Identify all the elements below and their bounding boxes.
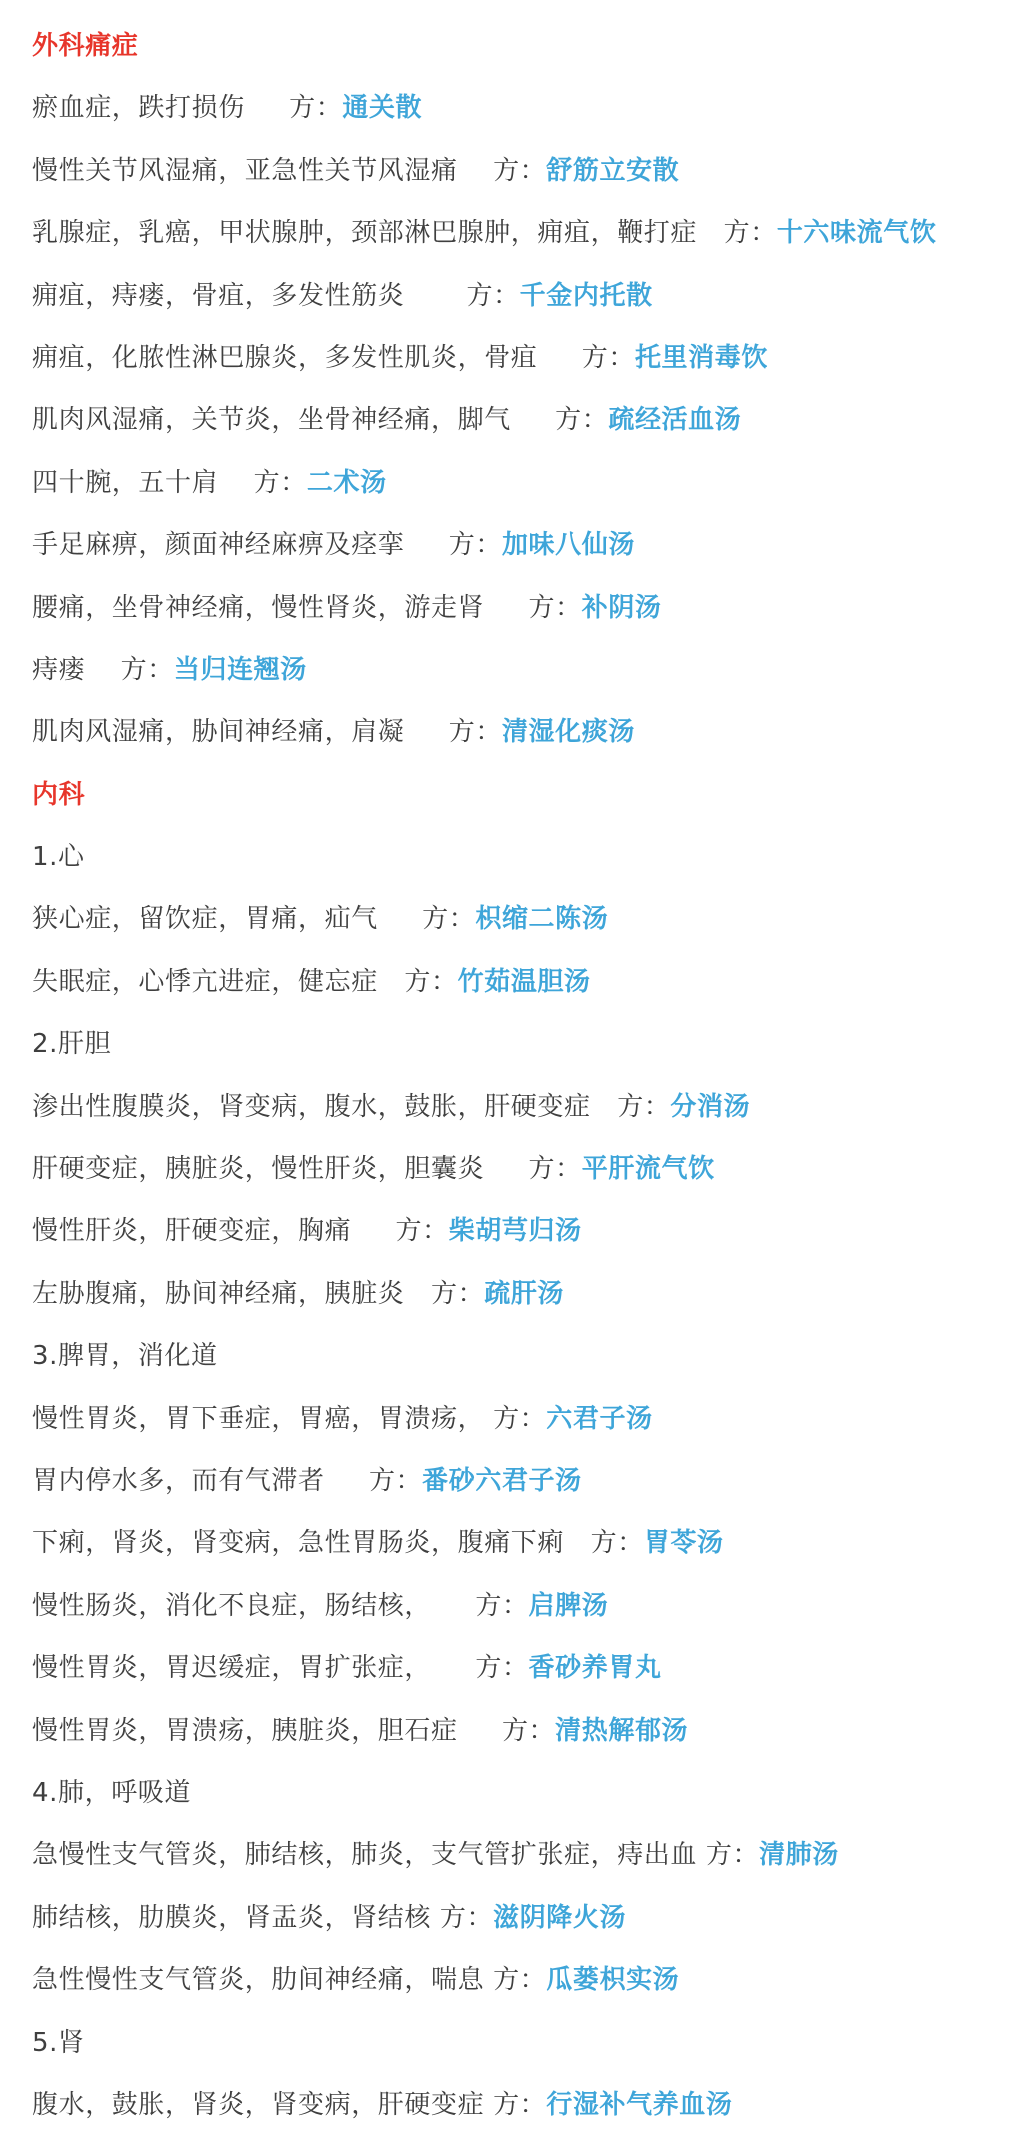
- list-item: [32, 1960, 1024, 2022]
- symptoms-text: 渗出性腹膜炎，肾变病，腹水，鼓胀，肝硬变症: [32, 1091, 591, 1122]
- remedy-link[interactable]: 启脾汤: [528, 1590, 609, 1621]
- list-item: [32, 213, 1024, 275]
- symptoms-text: 慢性肠炎，消化不良症，肠结核，: [32, 1590, 432, 1621]
- spacer: [458, 1716, 502, 1746]
- subsection-heading-liver-gallbladder: 2.肝胆: [32, 1029, 112, 1060]
- remedy-prefix: 方：: [253, 467, 307, 498]
- remedy-link[interactable]: 行湿补气养血汤: [546, 2089, 733, 2120]
- symptoms-text: 肌肉风湿痛，胁间神经痛，肩凝: [32, 717, 405, 748]
- symptoms-text: 慢性胃炎，胃迟缓症，胃扩张症，: [32, 1653, 432, 1684]
- remedy-link[interactable]: 通关散: [342, 93, 423, 124]
- symptoms-text: 腹水，鼓胀，肾炎，肾变病，肝硬变症: [32, 2089, 485, 2120]
- remedy-link[interactable]: 柴胡芎归汤: [448, 1216, 582, 1247]
- remedy-prefix: 方：: [501, 1715, 556, 1746]
- list-item: [32, 525, 1024, 587]
- spacer: [245, 93, 289, 123]
- spacer: [484, 1154, 528, 1184]
- remedy-prefix: 方：: [617, 1091, 671, 1122]
- symptoms-text: 慢性关节风湿痛，亚急性关节风湿痛: [32, 155, 458, 186]
- subsection-heading-heart: 1.心: [32, 842, 85, 873]
- list-item: [32, 1523, 1024, 1585]
- remedy-prefix: 方：: [723, 218, 777, 249]
- remedy-prefix: 方：: [581, 342, 635, 373]
- list-item: [32, 276, 1024, 338]
- subsection-heading-spleen-stomach: 3.脾胃，消化道: [32, 1341, 218, 1372]
- remedy-link[interactable]: 平肝流气饮: [581, 1154, 715, 1185]
- spacer: [378, 967, 405, 997]
- symptoms-text: 痔瘘: [32, 654, 86, 685]
- list-item: [32, 338, 1024, 400]
- remedy-link[interactable]: 分消汤: [670, 1091, 751, 1122]
- remedy-link[interactable]: 香砂养胃丸: [528, 1653, 662, 1684]
- remedy-link[interactable]: 二术汤: [306, 467, 387, 498]
- remedy-prefix: 方：: [368, 1465, 423, 1496]
- list-item: [32, 588, 1024, 650]
- remedy-link[interactable]: 千金内托散: [519, 280, 653, 311]
- remedy-link[interactable]: 当归连翘汤: [173, 654, 307, 685]
- list-item: [32, 463, 1024, 525]
- symptoms-text: 手足麻痹，颜面神经麻痹及痉挛: [32, 530, 405, 561]
- remedy-prefix: 方：: [448, 717, 502, 748]
- list-item: [32, 88, 1024, 150]
- spacer: [511, 405, 555, 435]
- spacer: [378, 904, 422, 934]
- list-item: [32, 1149, 1024, 1211]
- remedy-link[interactable]: 六君子汤: [546, 1403, 653, 1434]
- subsection-heading-kidney: 5.肾: [32, 2027, 85, 2058]
- spacer: [85, 655, 120, 685]
- remedy-prefix: 方：: [431, 1278, 485, 1309]
- spacer: [697, 218, 724, 248]
- symptoms-text: 腰痛，坐骨神经痛，慢性肾炎，游走肾: [32, 592, 485, 623]
- list-item: [32, 1648, 1024, 1710]
- list-item: [32, 400, 1024, 462]
- remedy-prefix: 方：: [555, 405, 609, 436]
- spacer: [218, 468, 253, 498]
- spacer: [458, 156, 493, 186]
- spacer: [537, 343, 581, 373]
- remedy-link[interactable]: 枳缩二陈汤: [475, 904, 609, 935]
- list-item: [32, 650, 1024, 712]
- remedy-link[interactable]: 加味八仙汤: [501, 530, 635, 561]
- symptoms-text: 痈疽，痔瘘，骨疽，多发性筋炎: [32, 280, 405, 311]
- remedy-prefix: 方：: [493, 1965, 547, 1996]
- list-item: [32, 1274, 1024, 1336]
- symptoms-text: 狭心症，留饮症，胃痛，疝气: [32, 904, 378, 935]
- symptoms-text: 四十腕，五十肩: [32, 467, 219, 498]
- spacer: [431, 1653, 475, 1683]
- spacer: [325, 1466, 369, 1496]
- remedy-prefix: 方：: [493, 1403, 547, 1434]
- remedy-prefix: 方：: [475, 1590, 529, 1621]
- remedy-prefix: 方：: [404, 966, 458, 997]
- list-item: [32, 1898, 1024, 1960]
- list-item: [32, 899, 1024, 961]
- symptoms-text: 急性慢性支气管炎，肋间神经痛，喘息: [32, 1965, 485, 1996]
- remedy-link[interactable]: 疏肝汤: [484, 1278, 565, 1309]
- remedy-prefix: 方：: [475, 1653, 529, 1684]
- section-heading-surgery: 外科痛症: [32, 31, 139, 61]
- remedy-prefix: 方：: [466, 280, 520, 311]
- remedy-link[interactable]: 疏经活血汤: [608, 405, 742, 436]
- symptoms-text: 左胁腹痛，胁间神经痛，胰脏炎: [32, 1278, 405, 1309]
- remedy-prefix: 方：: [395, 1216, 449, 1247]
- remedy-prefix: 方：: [439, 1902, 494, 1933]
- symptoms-text: 肝硬变症，胰脏炎，慢性肝炎，胆囊炎: [32, 1154, 485, 1185]
- symptoms-text: 瘀血症，跌打损伤: [32, 93, 245, 124]
- list-item: [32, 1399, 1024, 1461]
- remedy-link[interactable]: 竹茹温胆汤: [457, 966, 591, 997]
- remedy-prefix: 方：: [528, 1154, 582, 1185]
- document-body: [32, 26, 1024, 2147]
- remedy-prefix: 方：: [493, 155, 547, 186]
- section-heading-internal-medicine: 内科: [32, 779, 86, 810]
- list-item: [32, 2085, 1024, 2147]
- remedy-prefix: 方：: [120, 654, 174, 685]
- subsection-heading-lung-respiratory: 4.肺，呼吸道: [32, 1777, 192, 1808]
- remedy-link[interactable]: 胃苓汤: [643, 1528, 724, 1559]
- symptoms-text: 肺结核，肋膜炎，肾盂炎，肾结核: [32, 1902, 432, 1933]
- remedy-prefix: 方：: [448, 530, 502, 561]
- spacer: [404, 281, 466, 311]
- list-item: [32, 151, 1024, 213]
- spacer: [404, 530, 448, 560]
- list-item: [32, 1711, 1024, 1773]
- symptoms-text: 胃内停水多，而有气滞者: [32, 1465, 325, 1496]
- remedy-prefix: 方：: [289, 93, 343, 124]
- symptoms-text: 痈疽，化脓性淋巴腺炎，多发性肌炎，骨疽: [32, 342, 538, 373]
- symptoms-text: 肌肉风湿痛，关节炎，坐骨神经痛，脚气: [32, 405, 511, 436]
- symptoms-text: 下痢，肾炎，肾变病，急性胃肠炎，腹痛下痢: [32, 1528, 565, 1559]
- remedy-prefix: 方：: [705, 1840, 760, 1871]
- symptoms-text: 急慢性支气管炎，肺结核，肺炎，支气管扩张症，痔出血: [32, 1840, 698, 1871]
- remedy-link[interactable]: 番砂六君子汤: [422, 1465, 582, 1496]
- remedy-link[interactable]: 清湿化痰汤: [501, 717, 635, 748]
- list-item: [32, 1586, 1024, 1648]
- symptoms-text: 失眠症，心悸亢进症，健忘症: [32, 966, 378, 997]
- remedy-link[interactable]: 十六味流气饮: [776, 218, 937, 249]
- list-item: [32, 962, 1024, 1024]
- remedy-link[interactable]: 清肺汤: [759, 1840, 839, 1871]
- spacer: [564, 1528, 591, 1558]
- remedy-prefix: 方：: [422, 904, 476, 935]
- spacer: [697, 1840, 706, 1870]
- remedy-link[interactable]: 瓜蒌枳实汤: [546, 1965, 680, 1996]
- spacer: [484, 2090, 493, 2120]
- spacer: [484, 593, 528, 623]
- list-item: [32, 1835, 1024, 1897]
- symptoms-text: 慢性肝炎，肝硬变症，胸痛: [32, 1216, 352, 1247]
- remedy-prefix: 方：: [493, 2089, 547, 2120]
- remedy-prefix: 方：: [590, 1528, 644, 1559]
- list-item: [32, 1087, 1024, 1149]
- remedy-link[interactable]: 滋阴降火汤: [493, 1902, 627, 1933]
- spacer: [484, 1404, 493, 1434]
- list-item: [32, 712, 1024, 774]
- list-item: [32, 1461, 1024, 1523]
- list-item: [32, 1211, 1024, 1273]
- remedy-link[interactable]: 补阴汤: [581, 592, 662, 623]
- remedy-link[interactable]: 清热解郁汤: [555, 1715, 689, 1746]
- remedy-prefix: 方：: [528, 592, 582, 623]
- remedy-link[interactable]: 托里消毒饮: [634, 342, 768, 373]
- spacer: [431, 1591, 475, 1621]
- spacer: [591, 1092, 618, 1122]
- spacer: [431, 1903, 440, 1933]
- spacer: [404, 717, 448, 747]
- remedy-link[interactable]: 舒筋立安散: [546, 155, 680, 186]
- symptoms-text: 慢性胃炎，胃溃疡，胰脏炎，胆石症: [32, 1715, 458, 1746]
- symptoms-text: 乳腺症，乳癌，甲状腺肿，颈部淋巴腺肿，痈疽，鞭打症: [32, 218, 698, 249]
- symptoms-text: 慢性胃炎，胃下垂症，胃癌，胃溃疡，: [32, 1403, 485, 1434]
- spacer: [404, 1279, 431, 1309]
- spacer: [351, 1216, 395, 1246]
- spacer: [484, 1965, 493, 1995]
